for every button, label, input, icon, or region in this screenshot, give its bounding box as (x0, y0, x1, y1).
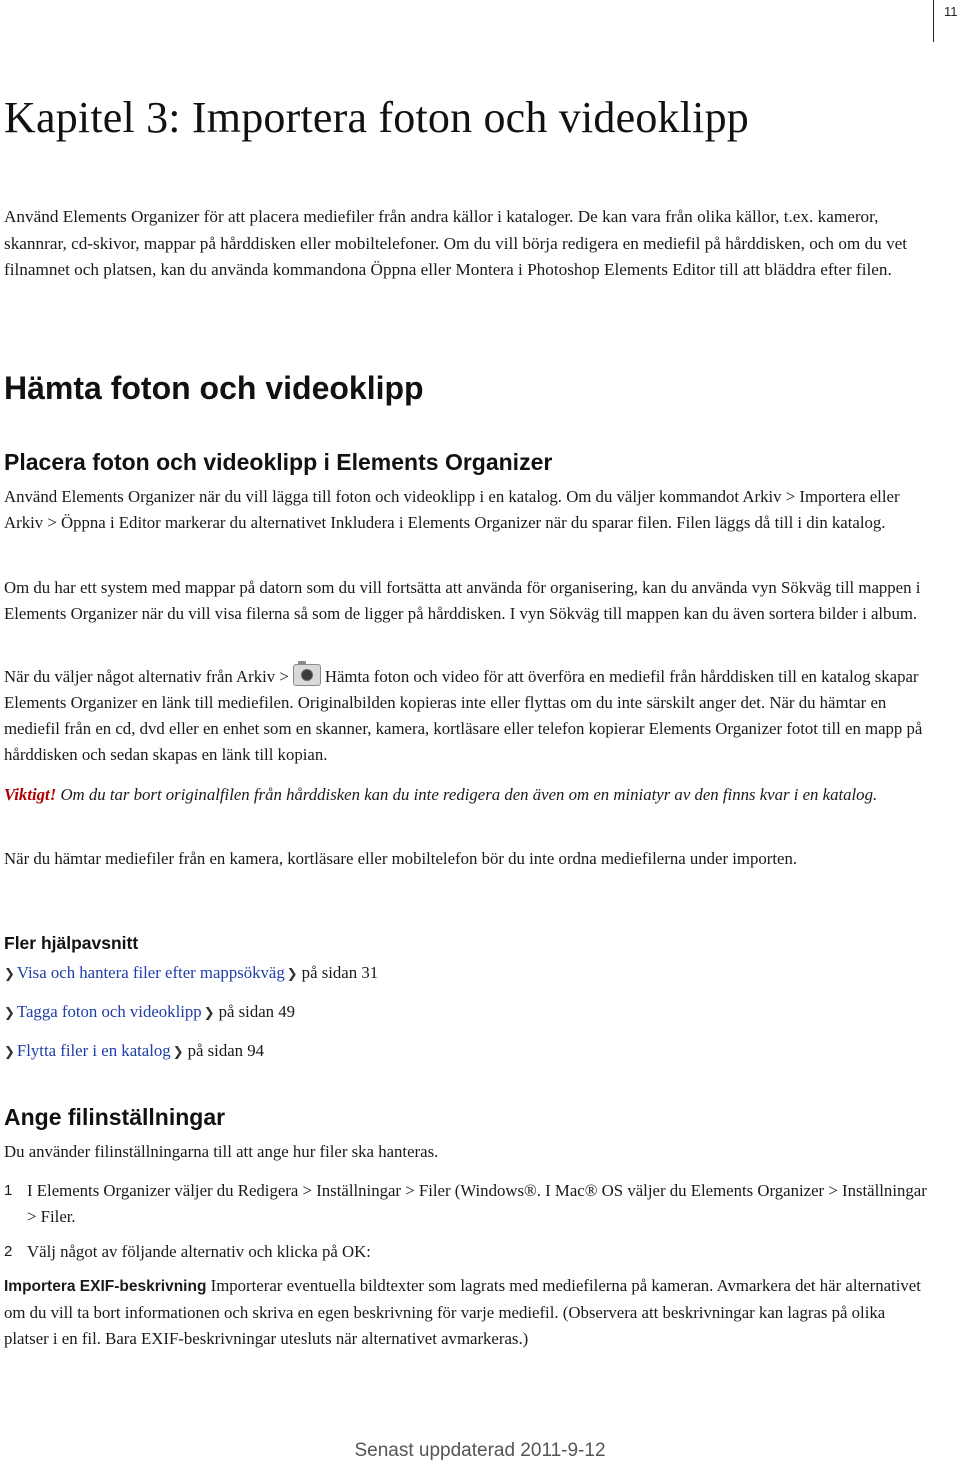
paragraph-filinstallningar-intro: Du använder filinställningarna till att ange hur filer ska hanteras. (4, 1142, 439, 1161)
step-item (4, 1239, 926, 1265)
page-number: 11 (944, 4, 958, 19)
page-number-box (933, 0, 960, 42)
step-text: I Elements Organizer väljer du Redigera > Inställningar > Filer (Windows®. I Mac® OS väljer du Elements Organizer > Inställningar > Filer. (27, 1181, 927, 1226)
help-link-row (4, 1038, 264, 1066)
option-title: Importera EXIF-beskrivning (4, 1278, 207, 1295)
subsection-heading-placera: Placera foton och videoklipp i Elements Organizer (4, 449, 553, 475)
footer-updated: Senast uppdaterad 2011-9-12 (354, 1440, 606, 1461)
paragraph-arkiv-lead: När du väljer något alternativ från Arkiv > (4, 667, 289, 686)
important-text: Om du tar bort originalfilen från hårddisken kan du inte redigera den även om en miniatyr av den finns kvar i en katalog. (60, 785, 878, 804)
chapter-intro: Använd Elements Organizer för att placera mediefiler från andra källor i kataloger. De kan vara från olika källor, t.ex. kameror, skannrar, cd-skivor, mappar på hårddisken eller mobiltelefoner. Om du vill börja redigera en mediefil på hårddisken, och om du vet filnamnet och platsen, kan du använda kommandona Öppna eller Montera i Photoshop Elements Editor till att bläddra efter filen. (4, 207, 908, 279)
step-number: 2 (4, 1243, 13, 1260)
more-help-heading: Fler hjälpavsnitt (4, 933, 139, 953)
arrow-icon: ❯ (172, 1045, 184, 1060)
arrow-icon: ❯ (4, 1006, 15, 1021)
arrow-icon: ❯ (4, 1045, 15, 1060)
important-label: Viktigt! (4, 785, 57, 804)
camera-icon (293, 664, 321, 686)
help-link-page-ref: på sidan 31 (301, 963, 379, 982)
arrow-icon: ❯ (286, 967, 298, 982)
section-heading-filinstallningar: Ange filinställningar (4, 1104, 226, 1130)
paragraph-importen: När du hämtar mediefiler från en kamera, kortläsare eller mobiltelefon bör du inte ordna mediefilerna under importen. (4, 849, 798, 868)
help-link-row (4, 960, 378, 988)
section-heading-hamta: Hämta foton och videoklipp (4, 370, 424, 406)
paragraph-organizer-katalog: Använd Elements Organizer när du vill lägga till foton och videoklipp i en katalog. Om du väljer kommandot Arkiv > Importera eller Arkiv > Öppna i Editor markerar du alternativet Inkludera i Elements Organizer när du sparar filen. Filen läggs då till i din katalog. (4, 487, 900, 532)
help-link-page-ref: på sidan 49 (218, 1002, 296, 1021)
paragraph-arkiv-hamta (4, 664, 926, 768)
paragraph-sokvag: Om du har ett system med mappar på datorn som du vill fortsätta att använda för organisering, kan du använda vyn Sökväg till mappen i Elements Organizer när du vill visa filerna så som de ligger på hårddisken. I vyn Sökväg till mappen kan du även sortera bilder i album. (4, 578, 921, 623)
option-exif (4, 1273, 926, 1352)
option-description: Importerar eventuella bildtexter som lagrats med mediefilerna på kameran. Avmarkera det här alternativet om du vill ta bort informationen och skriva en egen beskrivning för varje mediefil. (Observera att beskrivningar kan lagras på olika platser i en fil. Bara EXIF-beskrivningar utesluts när alternativet avmarkeras.) (4, 1276, 921, 1348)
help-link-page-ref: på sidan 94 (187, 1041, 265, 1060)
paragraph-arkiv-rest: Hämta foton och video för att överföra en mediefil från hårddisken till en katalog skapar Elements Organizer en länk till mediefilen. Originalbilden kopieras inte eller flyttas om du inte särskilt anger det. När du hämtar en mediefil från en cd, dvd eller en enhet som en skanner, kamera, kortläsare eller telefon kopierar Elements Organizer fotot till en mapp på hårddisken och sedan skapas en länk till kopian. (4, 667, 923, 764)
step-number: 1 (4, 1182, 13, 1199)
help-link-row (4, 999, 295, 1027)
step-text: Välj något av följande alternativ och klicka på OK: (27, 1242, 371, 1261)
chapter-title: Kapitel 3: Importera foton och videoklipp (4, 93, 750, 142)
help-link-flytta[interactable]: Flytta filer i en katalog (16, 1041, 171, 1060)
arrow-icon: ❯ (203, 1006, 215, 1021)
important-note (4, 782, 926, 808)
step-item (4, 1178, 926, 1230)
help-link-tagga[interactable]: Tagga foton och videoklipp (16, 1002, 202, 1021)
help-link-mappsokvag[interactable]: Visa och hantera filer efter mappsökväg (16, 963, 285, 982)
arrow-icon: ❯ (4, 967, 15, 982)
